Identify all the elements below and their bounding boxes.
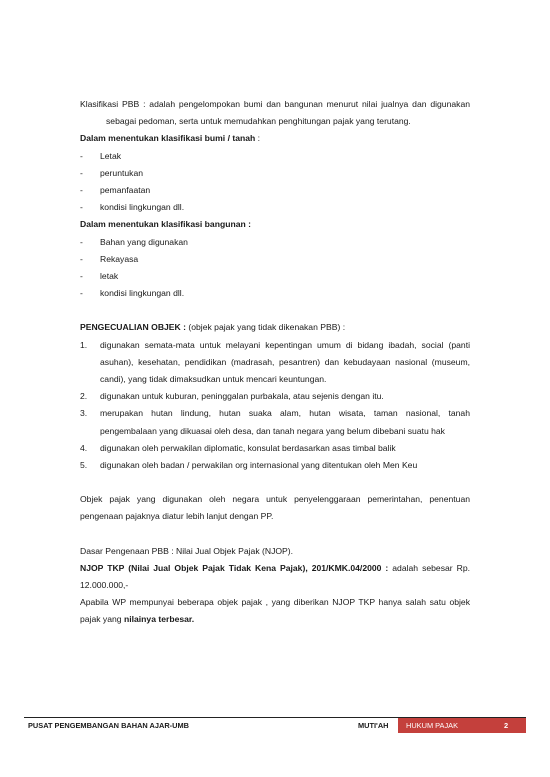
objek-negara-paragraph: Objek pajak yang digunakan oleh negara untuk penyelenggaraan pemerintahan, penentuan pengenaan pajaknya diatur lebih lanjut dengan PP. xyxy=(80,494,470,522)
pengecualian-heading-line xyxy=(80,319,470,336)
list-item: 5. digunakan oleh badan / perwakilan org internasional yang ditentukan oleh Men Keu xyxy=(80,460,418,471)
apabila-emphasis: nilainya terbesar. xyxy=(123,614,195,625)
apabila-text: Apabila WP mempunyai beberapa objek pajak , yang diberikan NJOP TKP hanya salah satu objek pajak yang xyxy=(80,597,470,625)
footer-author: MUTI'AH xyxy=(358,721,389,730)
bumi-heading: Dalam menentukan klasifikasi bumi / tanah xyxy=(80,133,256,144)
pengecualian-subtitle: (objek pajak yang tidak dikenakan PBB) : xyxy=(186,322,346,333)
list-item: 3. merupakan hutan lindung, hutan suaka alam, hutan wisata, taman nasional, tanah pengembalaan yang dikuasai oleh desa, dan tanah negara yang belum dibebani suatu hak xyxy=(80,408,470,436)
pengecualian-heading: PENGECUALIAN OBJEK : xyxy=(80,322,186,333)
footer-course: HUKUM PAJAK xyxy=(406,721,459,730)
list-item: 2. digunakan untuk kuburan, peninggalan purbakala, atau sejenis dengan itu. xyxy=(80,391,384,402)
list-item: - Bahan yang digunakan xyxy=(80,236,188,247)
footer-institution: PUSAT PENGEMBANGAN BAHAN AJAR-UMB xyxy=(28,721,189,730)
pengecualian-list xyxy=(80,337,470,475)
bumi-heading-colon: : xyxy=(255,133,261,144)
njop-tkp-amount: adalah sebesar Rp. 12.000.000,- xyxy=(80,562,471,591)
list-item: - Letak xyxy=(80,150,122,161)
bangunan-list xyxy=(80,234,470,303)
bumi-heading-line xyxy=(80,130,470,147)
list-item: - kondisi lingkungan dll. xyxy=(80,202,185,213)
document-body xyxy=(80,96,470,629)
njop-tkp-paragraph xyxy=(80,560,470,594)
bumi-list xyxy=(80,148,470,217)
apabila-paragraph xyxy=(80,594,470,628)
klasifikasi-definition: Klasifikasi PBB : adalah pengelompokan bumi dan bangunan menurut nilai jualnya dan digunakan sebagai pedoman, serta untuk memudahkan penghitungan pajak yang terutang. xyxy=(80,99,470,127)
list-item: - kondisi lingkungan dll. xyxy=(80,288,185,299)
list-item: 4. digunakan oleh perwakilan diplomatic, konsulat berdasarkan asas timbal balik xyxy=(80,442,396,453)
page-footer xyxy=(24,718,526,733)
list-item: 1. digunakan semata-mata untuk melayani kepentingan umum di bidang ibadah, social (panti asuhan), kesehatan, pendidikan (madrasah, pesantren) dan kebudayaan nasional (museum, candi), yang tidak dimaksudkan untuk mencari keuntungan. xyxy=(80,339,470,385)
list-item: - letak xyxy=(80,271,119,282)
page-number: 2 xyxy=(504,721,509,730)
list-item: - pemanfaatan xyxy=(80,185,151,196)
dasar-pengenaan-line: Dasar Pengenaan PBB : Nilai Jual Objek Pajak (NJOP). xyxy=(80,545,294,556)
list-item: - peruntukan xyxy=(80,167,144,178)
bangunan-heading: Dalam menentukan klasifikasi bangunan : xyxy=(80,219,251,230)
njop-tkp-label: NJOP TKP (Nilai Jual Objek Pajak Tidak Kena Pajak), 201/KMK.04/2000 : xyxy=(80,562,389,573)
footer-course-badge xyxy=(398,718,526,733)
list-item: - Rekayasa xyxy=(80,253,139,264)
